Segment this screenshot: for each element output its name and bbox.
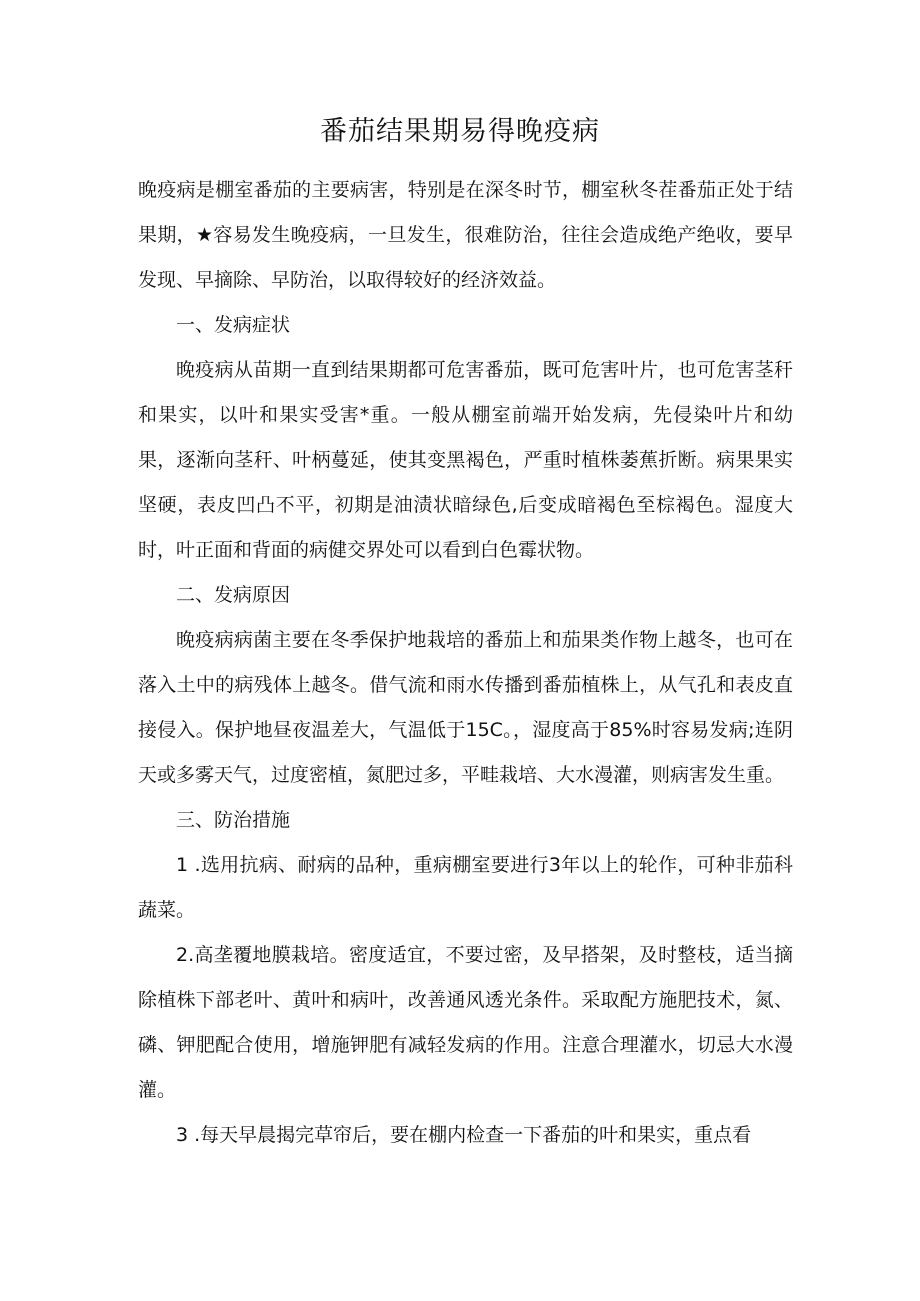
section-heading-causes: 二、发病原因 [176,584,291,606]
document-body [138,168,793,1158]
control-item-3: 3 .每天早晨揭完草帘后，要在棚内检查一下番茄的叶和果实，重点看 [176,1124,752,1146]
control-item-2: 2.高垄覆地膜栽培。密度适宜，不要过密，及早搭架，及时整枝，适当摘除植株下部老叶、黄叶和病叶，改善通风透光条件。采取配方施肥技术，氮、磷、钾肥配合使用，增施钾肥有减轻发病的作用。注意合理灌水，切忌大水漫灌。 [138,944,793,1101]
intro-paragraph: 晚疫病是棚室番茄的主要病害，特别是在深冬时节，棚室秋冬茬番茄正处于结果期，★容易发生晚疫病，一旦发生，很难防治，往往会造成绝产绝收，要早发现、早摘除、早防治，以取得较好的经济效益。 [138,179,793,291]
section-heading-control: 三、防治措施 [176,809,291,831]
control-item-1: 1 .选用抗病、耐病的品种，重病棚室要进行3年以上的轮作，可种非茄科蔬菜。 [138,854,793,921]
symptoms-paragraph: 晚疫病从苗期一直到结果期都可危害番茄，既可危害叶片，也可危害茎秆和果实，以叶和果实受害*重。一般从棚室前端开始发病，先侵染叶片和幼果，逐渐向茎秆、叶柄蔓延，使其变黑褐色，严重时植株萎蕉折断。病果果实坚硬，表皮凹凸不平，初期是油渍状暗绿色,后变成暗褐色至棕褐色。湿度大时，叶正面和背面的病健交界处可以看到白色霉状物。 [138,359,793,561]
section-heading-symptoms: 一、发病症状 [176,314,291,336]
causes-paragraph: 晚疫病病菌主要在冬季保护地栽培的番茄上和茄果类作物上越冬，也可在落入土中的病残体上越冬。借气流和雨水传播到番茄植株上，从气孔和表皮直接侵入。保护地昼夜温差大，气温低于15C。，湿度高于85%时容易发病;连阴天或多雾天气，过度密植，氮肥过多，平畦栽培、大水漫灌，则病害发生重。 [138,629,793,786]
document-title: 番茄结果期易得晚疫病 [320,116,600,147]
